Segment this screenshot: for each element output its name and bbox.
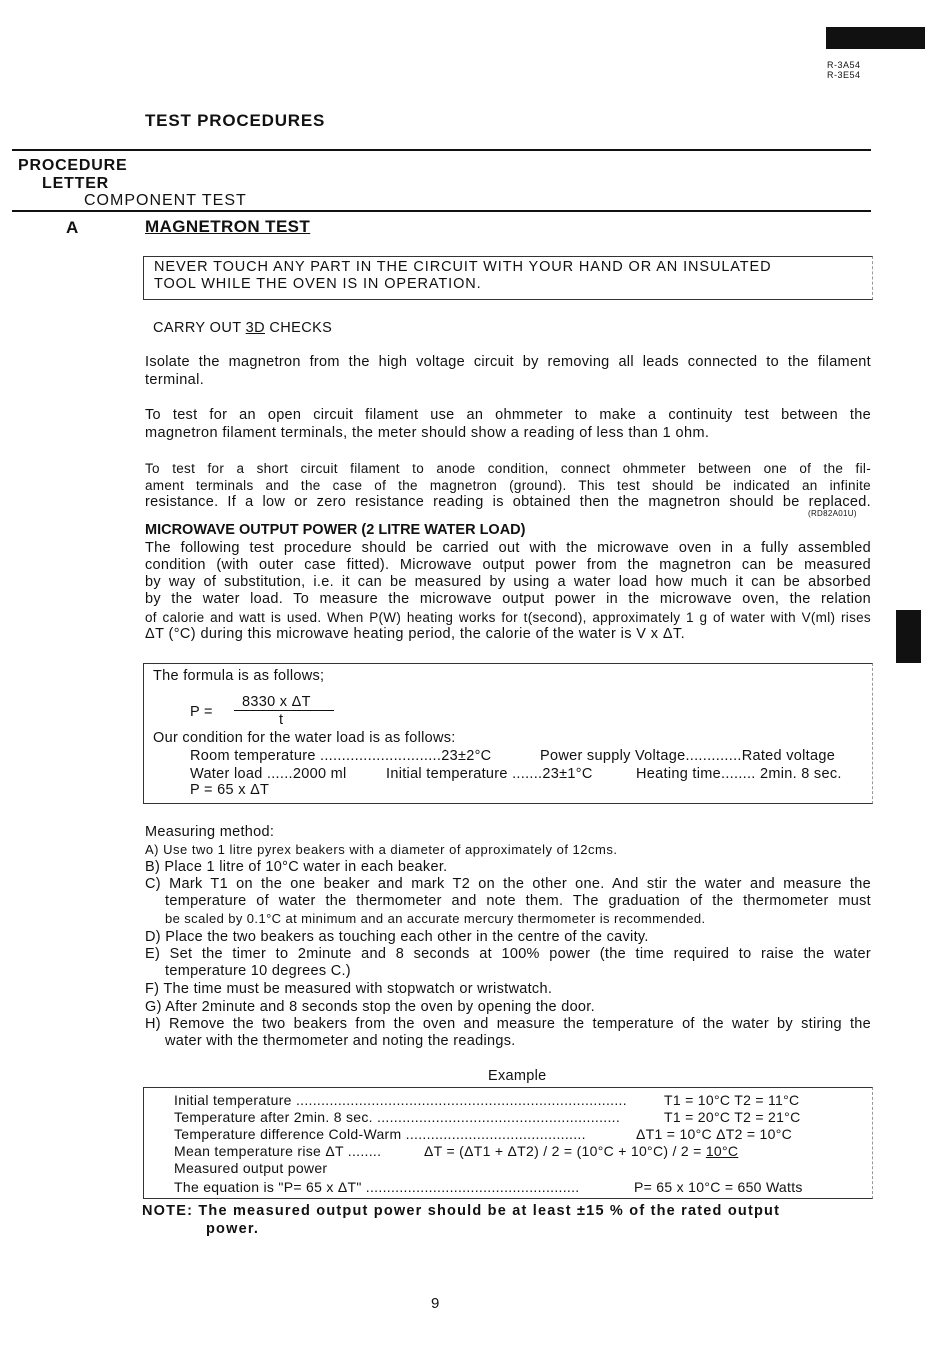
formula-result: P = 65 x ΔT <box>190 782 270 798</box>
example-row-1-value: T1 = 10°C T2 = 11°C <box>664 1092 800 1108</box>
open-circuit-line-2: magnetron filament terminals, the meter should show a reading of less than 1 ohm. <box>145 425 710 441</box>
short-circuit-line-2: ament terminals and the case of the magnetron (ground). This test should be indicated an infinite <box>145 478 871 493</box>
procedure-title: MAGNETRON TEST <box>145 217 311 236</box>
output-power-line-1: The following test procedure should be carried out with the microwave oven in a fully assembled <box>145 540 871 556</box>
output-power-heading: MICROWAVE OUTPUT POWER (2 LITRE WATER LOAD) <box>145 522 526 538</box>
example-row-4-result: 10°C <box>705 1143 739 1159</box>
method-title: Measuring method: <box>145 824 275 840</box>
column-header-component-test: COMPONENT TEST <box>84 192 247 209</box>
example-row-3-label: Temperature difference Cold-Warm ........................................... <box>174 1126 586 1142</box>
condition-heating-time: Heating time........ 2min. 8 sec. <box>636 766 842 782</box>
example-row-4-formula: ΔT = (ΔT1 + ΔT2) / 2 = (10°C + 10°C) / 2 = <box>424 1143 706 1159</box>
carry-out-ref: 3D <box>245 320 265 336</box>
formula-numerator: 8330 x ΔT <box>242 694 311 710</box>
method-step-c-line-3: be scaled by 0.1°C at minimum and an accurate mercury thermometer is recommended. <box>165 911 706 926</box>
header-top-rule <box>12 149 871 151</box>
example-row-2-label: Temperature after 2min. 8 sec. .......................................................... <box>174 1109 621 1125</box>
fraction-bar <box>234 710 334 711</box>
note-line-1: NOTE: The measured output power should be at least ±15 % of the rated output <box>142 1203 781 1219</box>
method-step-c-line-1: C) Mark T1 on the one beaker and mark T2 on the other one. And stir the water and measure the <box>145 876 871 892</box>
reference-code: (RD82A01U) <box>808 509 857 518</box>
model-code-1: R-3A54 <box>827 60 861 70</box>
model-codes <box>827 60 861 80</box>
condition-water-load: Water load ......2000 ml <box>190 766 347 782</box>
warning-line-1: NEVER TOUCH ANY PART IN THE CIRCUIT WITH YOUR HAND OR AN INSULATED <box>154 259 772 275</box>
method-step-f: F) The time must be measured with stopwatch or wristwatch. <box>145 981 553 997</box>
output-power-line-5: of calorie and watt is used. When P(W) heating works for t(second), approximately 1 g of water with V(ml) rises <box>145 610 871 625</box>
condition-room-temperature: Room temperature ............................23±2°C <box>190 748 492 764</box>
conditions-intro: Our condition for the water load is as follows: <box>153 730 456 746</box>
method-step-e-line-1: E) Set the timer to 2minute and 8 seconds at 100% power (the time required to raise the water <box>145 946 871 962</box>
model-code-2: R-3E54 <box>827 70 861 80</box>
note-line-2: power. <box>206 1221 260 1237</box>
example-row-6-value: P= 65 x 10°C = 650 Watts <box>634 1179 803 1195</box>
section-index-tab <box>896 610 921 663</box>
example-row-6-label: The equation is "P= 65 x ΔT" ................................................... <box>174 1179 580 1195</box>
carry-out-checks <box>153 320 332 336</box>
formula-denominator: t <box>279 712 284 728</box>
carry-out-prefix: CARRY OUT <box>153 320 246 336</box>
output-power-line-3: by way of substitution, i.e. it can be measured by using a water load how much it can be absorbed <box>145 574 871 590</box>
method-step-a: A) Use two 1 litre pyrex beakers with a diameter of approximately of 12cms. <box>145 842 618 857</box>
formula-p-equals: P = <box>190 704 213 720</box>
open-circuit-line-1: To test for an open circuit filament use an ohmmeter to make a continuity test between the <box>145 407 871 423</box>
output-power-line-2: condition (with outer case fitted). Microwave output power from the magnetron can be measured <box>145 557 871 573</box>
short-circuit-line-1: To test for a short circuit filament to anode condition, connect ohmmeter between one of the fil- <box>145 461 871 476</box>
procedure-letter: A <box>66 218 79 237</box>
condition-power-supply: Power supply Voltage.............Rated voltage <box>540 748 836 764</box>
example-row-5-label: Measured output power <box>174 1160 328 1176</box>
header-bottom-rule <box>12 210 871 212</box>
method-step-h-line-1: H) Remove the two beakers from the oven and measure the temperature of the water by stiring the <box>145 1016 871 1032</box>
example-row-1-label: Initial temperature ............................................................................... <box>174 1092 627 1108</box>
formula-intro: The formula is as follows; <box>153 668 325 684</box>
method-step-d: D) Place the two beakers as touching each other in the centre of the cavity. <box>145 929 649 945</box>
carry-out-suffix: CHECKS <box>264 320 333 336</box>
example-title: Example <box>488 1068 547 1084</box>
model-header-bar <box>826 27 925 49</box>
section-title: TEST PROCEDURES <box>145 111 326 130</box>
example-row-3-value: ΔT1 = 10°C ΔT2 = 10°C <box>636 1126 793 1142</box>
page-number: 9 <box>431 1295 440 1312</box>
method-step-e-line-2: temperature 10 degrees C.) <box>165 963 351 979</box>
short-circuit-line-3: resistance. If a low or zero resistance reading is obtained then the magnetron should be replaced. <box>145 494 871 510</box>
method-step-c-line-2: temperature of water the thermometer and note them. The graduation of the thermometer must <box>165 893 871 909</box>
isolate-line-2: terminal. <box>145 372 205 388</box>
output-power-line-4: by the water load. To measure the microwave output power in the microwave oven, the relation <box>145 591 871 607</box>
method-step-g: G) After 2minute and 8 seconds stop the oven by opening the door. <box>145 999 595 1015</box>
output-power-line-6: ΔT (°C) during this microwave heating period, the calorie of the water is V x ΔT. <box>145 626 686 642</box>
example-row-4-value <box>424 1143 738 1159</box>
isolate-line-1: Isolate the magnetron from the high voltage circuit by removing all leads connected to the filament <box>145 354 871 370</box>
example-row-4-label: Mean temperature rise ΔT ........ <box>174 1143 382 1159</box>
column-header-letter: LETTER <box>42 175 110 192</box>
example-row-2-value: T1 = 20°C T2 = 21°C <box>664 1109 801 1125</box>
warning-line-2: TOOL WHILE THE OVEN IS IN OPERATION. <box>154 276 482 292</box>
column-header-procedure: PROCEDURE <box>18 157 128 174</box>
condition-initial-temperature: Initial temperature .......23±1°C <box>386 766 593 782</box>
method-step-h-line-2: water with the thermometer and noting the readings. <box>165 1033 516 1049</box>
method-step-b: B) Place 1 litre of 10°C water in each beaker. <box>145 859 448 875</box>
